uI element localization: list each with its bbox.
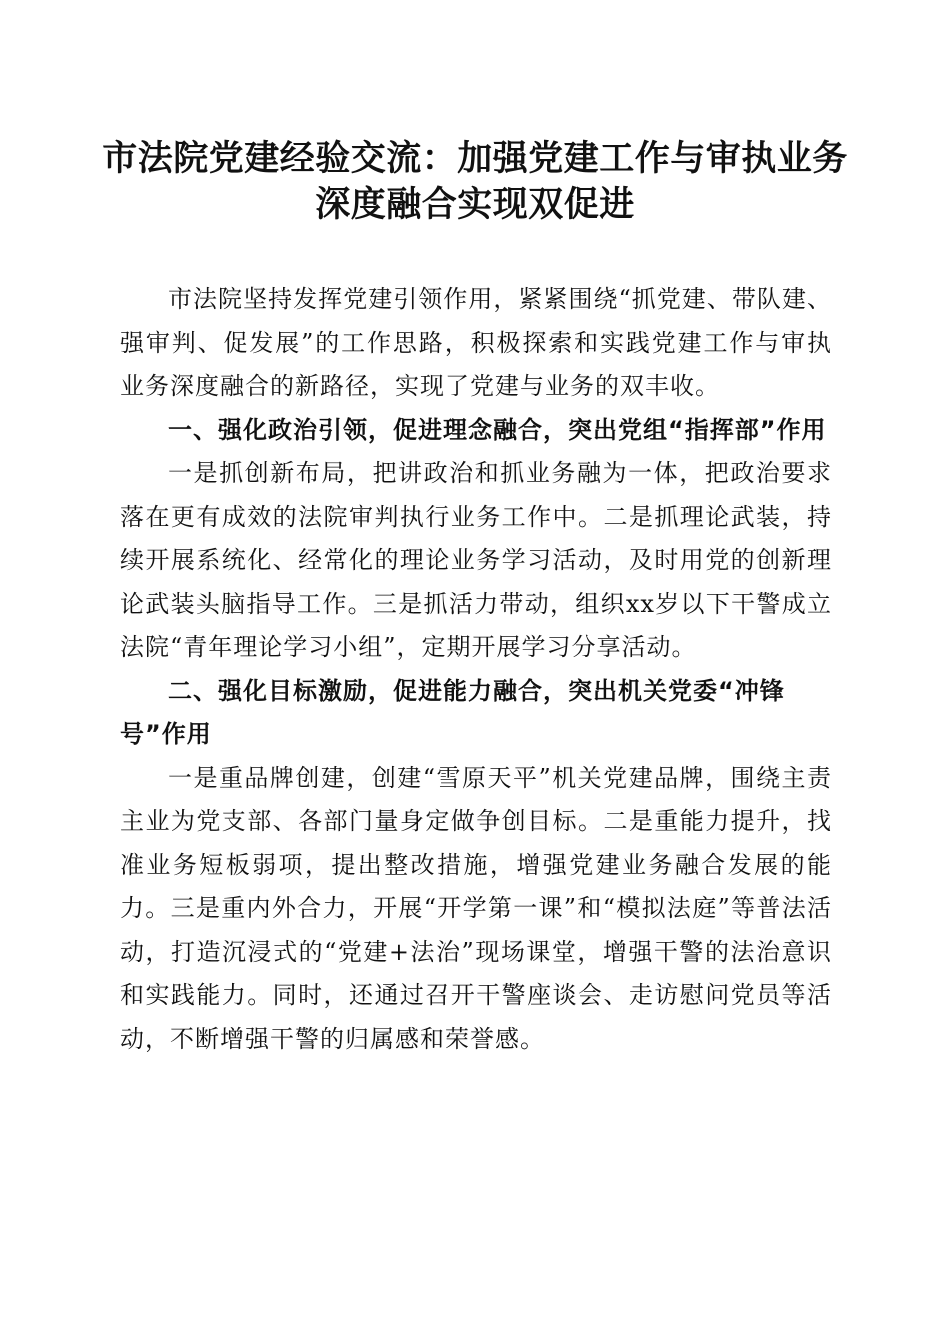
section-2-heading: 二、强化目标激励，促进能力融合，突出机关党委“冲锋号”作用 [120, 676, 785, 748]
section-2-body: 一是重品牌创建，创建“雪原天平”机关党建品牌，围绕主责主业为党支部、各部门量身定做争创目标。二是重能力提升，找准业务短板弱项，提出整改措施，增强党建业务融合发展的能力。三是重内外合力，开展“开学第一课”和“模拟法庭”等普法活动，打造沉浸式的“党建+法治”现场课堂，增强干警的法治意识和实践能力。同时，还通过召开干警座谈会、走访慰问党员等活动，不断增强干警的归属感和荣誉感。 [120, 763, 832, 1053]
document-title: 市法院党建经验交流：加强党建工作与审执业务深度融合实现双促进 [102, 138, 848, 225]
intro-paragraph: 市法院坚持发挥党建引领作用，紧紧围绕“抓党建、带队建、强审判、促发展”的工作思路，积极探索和实践党建工作与审执业务深度融合的新路径，实现了党建与业务的双丰收。 [120, 285, 832, 400]
document-body [120, 278, 832, 1061]
section-1-body: 一是抓创新布局，把讲政治和抓业务融为一体，把政治要求落在更有成效的法院审判执行业务工作中。二是抓理论武装，持续开展系统化、经常化的理论业务学习活动，及时用党的创新理论武装头脑指导工作。三是抓活力带动，组织xx岁以下干警成立法院“青年理论学习小组”，定期开展学习分享活动。 [120, 459, 832, 661]
section-1-heading: 一、强化政治引领，促进理念融合，突出党组“指挥部”作用 [168, 415, 827, 444]
